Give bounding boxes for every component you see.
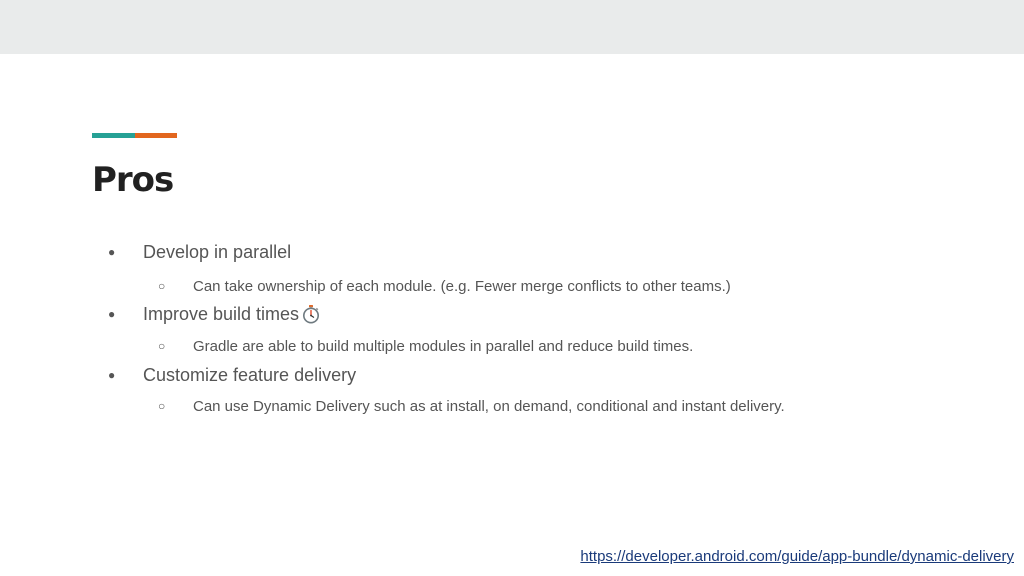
bullet-text: Customize feature delivery <box>143 364 357 385</box>
bullet-item-improve-build-times <box>108 301 321 327</box>
sub-bullet-item-dynamic-delivery <box>158 395 785 417</box>
sub-bullet-marker: ○ <box>158 279 166 293</box>
sub-bullet-marker: ○ <box>158 399 166 413</box>
sub-bullet-item-gradle <box>158 335 693 357</box>
bullet-text: Improve build times <box>143 303 300 324</box>
sub-bullet-text: Can use Dynamic Delivery such as at install, on demand, conditional and instant delivery. <box>193 397 785 415</box>
bullet-item-customize-feature-delivery <box>108 362 356 388</box>
bullet-marker: ● <box>108 307 116 321</box>
bullet-marker: ● <box>108 245 116 259</box>
sub-bullet-text: Gradle are able to build multiple modules in parallel and reduce build times. <box>193 337 694 355</box>
sub-bullet-item-ownership <box>158 275 731 297</box>
sub-bullet-marker: ○ <box>158 339 166 353</box>
slide-title: Pros <box>92 160 174 200</box>
stopwatch-icon <box>301 304 321 324</box>
sub-bullet-text: Can take ownership of each module. (e.g. Fewer merge conflicts to other teams.) <box>193 277 731 295</box>
bullet-text: Develop in parallel <box>143 241 292 262</box>
bullet-marker: ● <box>108 368 116 382</box>
bullet-item-develop-in-parallel <box>108 239 291 265</box>
source-link[interactable]: https://developer.android.com/guide/app-bundle/dynamic-delivery <box>580 548 1014 565</box>
